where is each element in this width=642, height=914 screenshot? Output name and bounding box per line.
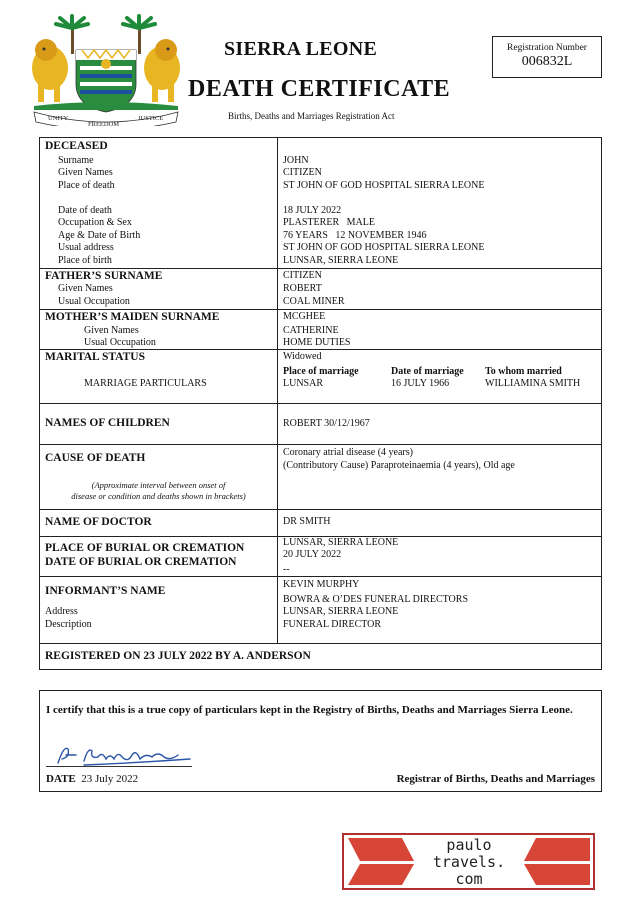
date-of-marriage-value: 16 JULY 1966 (391, 378, 450, 389)
burial-place-heading: PLACE OF BURIAL OR CREMATION (45, 542, 245, 554)
registration-number: 006832L (521, 54, 573, 69)
burial-date-heading: DATE OF BURIAL OR CREMATION (45, 556, 237, 568)
registrar-title: Registrar of Births, Deaths and Marriages (396, 773, 595, 785)
usual-address-label: Usual address (58, 242, 114, 253)
logo-line3: com (455, 870, 483, 888)
mother-occupation-value: HOME DUTIES (283, 337, 351, 348)
informant-address-line2: LUNSAR, SIERRA LEONE (283, 606, 399, 617)
doctor-value: DR SMITH (283, 516, 331, 527)
marriage-particulars-label: MARRIAGE PARTICULARS (84, 378, 207, 389)
motto-freedom: FREEDOM (88, 121, 120, 126)
surname-label: Surname (58, 155, 94, 166)
mother-given-names-value: CATHERINE (283, 325, 339, 336)
mother-heading: MOTHER’S MAIDEN SURNAME (45, 311, 220, 323)
registration-box (492, 36, 602, 78)
informant-description-value: FUNERAL DIRECTOR (283, 619, 382, 630)
marital-status-value: Widowed (283, 351, 322, 362)
particulars-table (39, 137, 602, 670)
informant-heading: INFORMANT’S NAME (45, 585, 166, 597)
certification-text: I certify that this is a true copy of particulars kept in the Registry of Births, Deaths and Marriages Sierra Leone. (46, 704, 573, 716)
motto-justice: JUSTICE (138, 115, 164, 122)
palm-tree-right-icon (123, 16, 155, 54)
given-names-value: CITIZEN (283, 167, 322, 178)
cause-heading: CAUSE OF DEATH (45, 452, 146, 464)
mother-occupation-label: Usual Occupation (84, 337, 156, 348)
father-surname-value: CITIZEN (283, 270, 322, 281)
age-dob-label: Age & Date of Birth (58, 230, 141, 241)
palm-tree-left-icon (56, 16, 88, 54)
cause-note-line1: (Approximate interval between onset of (91, 480, 226, 490)
date-value: 23 July 2022 (81, 773, 139, 785)
place-of-birth-label: Place of birth (58, 255, 112, 266)
place-of-death-label: Place of death (58, 180, 115, 191)
date-of-marriage-label: Date of marriage (391, 366, 464, 377)
father-occupation-label: Usual Occupation (58, 296, 130, 307)
usual-address-value: ST JOHN OF GOD HOSPITAL SIERRA LEONE (283, 242, 485, 253)
place-of-death-value: ST JOHN OF GOD HOSPITAL SIERRA LEONE (283, 180, 485, 191)
age-dob-value: 76 YEARS 12 NOVEMBER 1946 (283, 230, 427, 241)
father-occupation-value: COAL MINER (283, 296, 345, 307)
father-given-names-value: ROBERT (283, 283, 322, 294)
logo-line1: paulo (446, 836, 492, 854)
registration-label: Registration Number (507, 43, 587, 53)
deceased-heading: DECEASED (45, 140, 108, 152)
burial-extra-value: -- (283, 564, 290, 575)
to-whom-married-value: WILLIAMINA SMITH (485, 378, 581, 389)
place-of-marriage-value: LUNSAR (283, 378, 324, 389)
coat-of-arms (26, 14, 186, 126)
father-heading: FATHER’S SURNAME (45, 270, 163, 282)
burial-place-value: LUNSAR, SIERRA LEONE (283, 537, 399, 548)
informant-address-line1: BOWRA & O’DES FUNERAL DIRECTORS (283, 594, 469, 605)
given-names-label: Given Names (58, 167, 113, 178)
document-title: DEATH CERTIFICATE (188, 76, 451, 102)
informant-name-value: KEVIN MURPHY (283, 579, 360, 590)
informant-address-label: Address (45, 606, 78, 617)
logo-line2: travels. (432, 853, 506, 871)
country-title: SIERRA LEONE (224, 38, 378, 60)
lion-left-icon (32, 39, 68, 102)
signature (54, 739, 194, 769)
date-of-death-label: Date of death (58, 205, 112, 216)
burial-date-value: 20 JULY 2022 (283, 549, 342, 560)
motto-unity: UNITY (48, 115, 69, 122)
mother-surname-value: MCGHEE (283, 311, 326, 322)
paulo-travels-logo (342, 833, 595, 890)
place-of-marriage-label: Place of marriage (283, 366, 359, 377)
mother-given-names-label: Given Names (84, 325, 139, 336)
father-given-names-label: Given Names (58, 283, 113, 294)
informant-description-label: Description (45, 619, 92, 630)
lion-right-icon (144, 39, 180, 102)
marital-heading: MARITAL STATUS (45, 351, 146, 363)
date-label: DATE (46, 773, 76, 785)
to-whom-married-label: To whom married (485, 366, 562, 377)
certification-date (46, 773, 138, 785)
children-value: ROBERT 30/12/1967 (283, 418, 370, 429)
cause-line1: Coronary atrial disease (4 years) (283, 447, 413, 458)
doctor-heading: NAME OF DOCTOR (45, 516, 152, 528)
cause-note-line2: disease or condition and deaths shown in brackets) (71, 491, 246, 501)
certification-box (39, 690, 602, 792)
children-heading: NAMES OF CHILDREN (45, 417, 170, 429)
act-subtitle: Births, Deaths and Marriages Registration Act (228, 111, 395, 121)
date-of-death-value: 18 JULY 2022 (283, 205, 342, 216)
occupation-sex-label: Occupation & Sex (58, 217, 132, 228)
place-of-birth-value: LUNSAR, SIERRA LEONE (283, 255, 399, 266)
cause-line2: (Contributory Cause) Paraproteinaemia (4 years), Old age (283, 460, 515, 471)
registered-line: REGISTERED ON 23 JULY 2022 BY A. ANDERSON (45, 650, 311, 662)
surname-value: JOHN (283, 155, 309, 166)
logo-text (404, 837, 534, 888)
occupation-sex-value: PLASTERER MALE (283, 217, 375, 228)
